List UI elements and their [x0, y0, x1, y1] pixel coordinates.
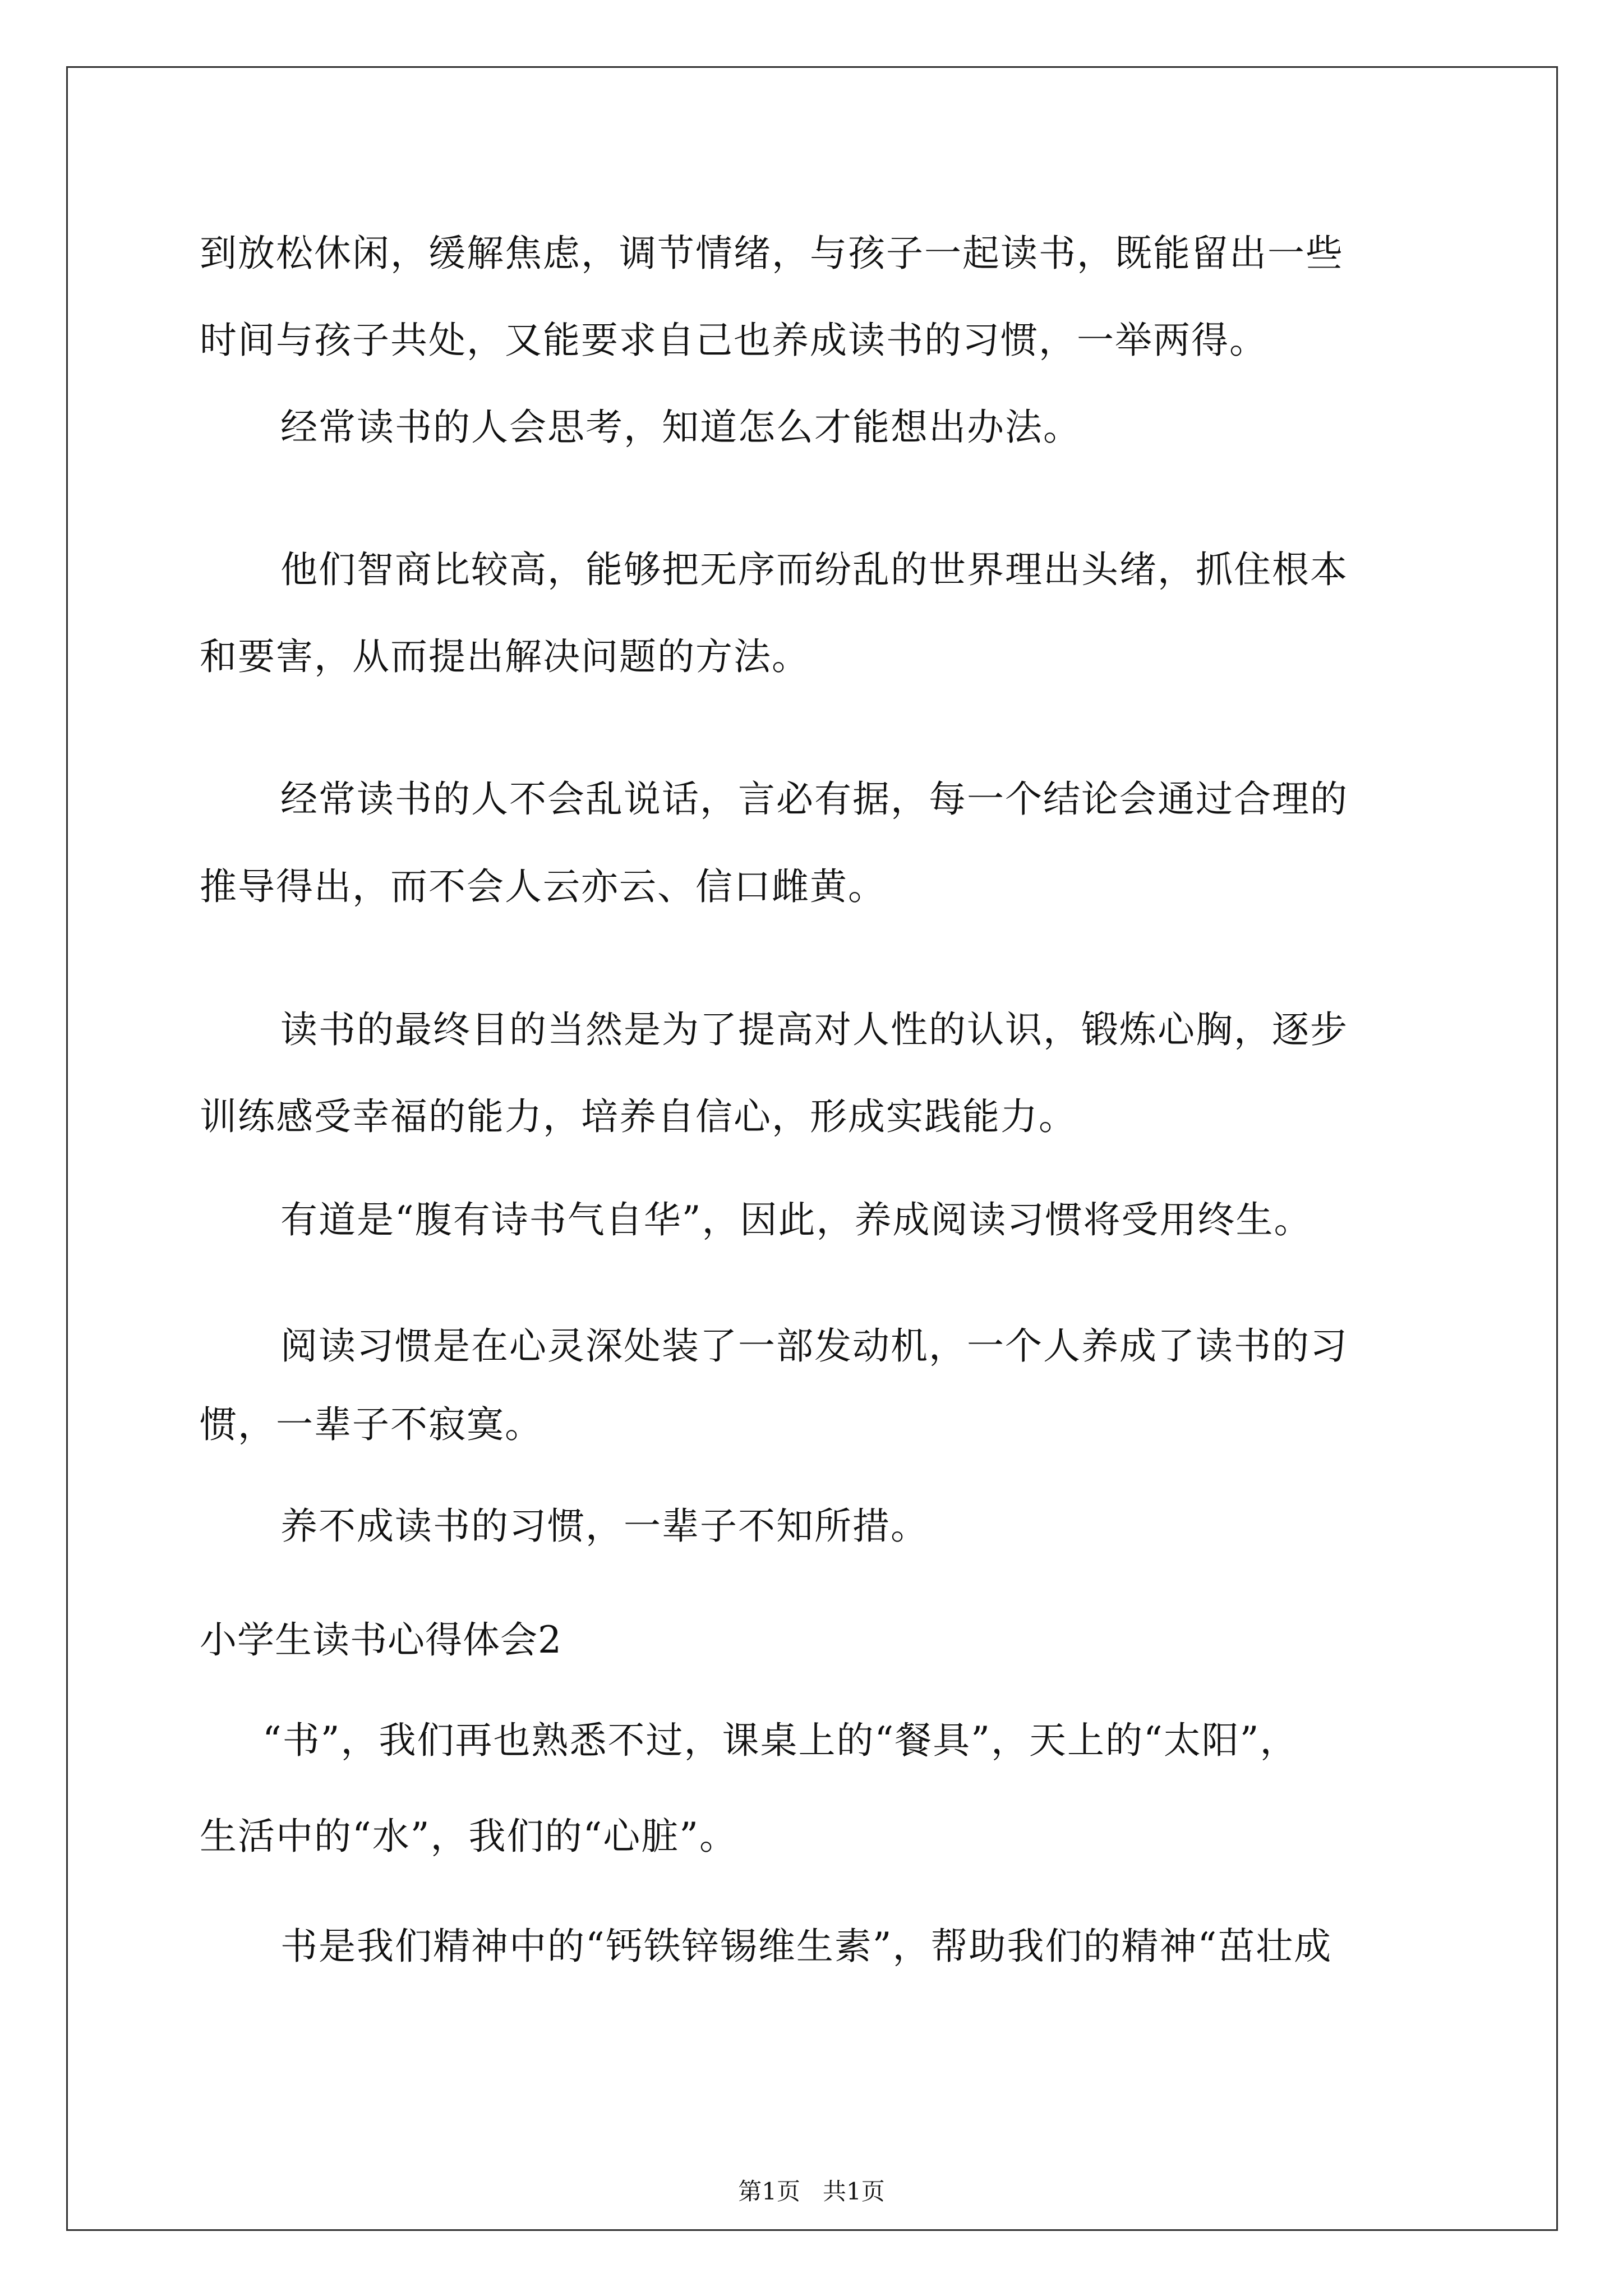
paragraph-line: 到放松休闲，缓解焦虑，调节情绪，与孩子一起读书，既能留出一些 [200, 232, 1344, 275]
paragraph-line: 他们智商比较高，能够把无序而纷乱的世界理出头绪，抓住根本 [280, 548, 1348, 591]
paragraph-line: 经常读书的人会思考，知道怎么才能想出办法。 [280, 406, 1081, 449]
paragraph-line: 书是我们精神中的“钙铁锌锡维生素”，帮助我们的精神“茁壮成 [280, 1925, 1332, 1968]
page-border [66, 66, 1558, 2231]
paragraph-line: “书”，我们再也熟悉不过，课桌上的“餐具”，天上的“太阳”， [262, 1719, 1298, 1762]
paragraph-line: 惯，一辈子不寂寞。 [200, 1403, 543, 1446]
page-footer: 第1页 共1页 [738, 2178, 885, 2205]
paragraph-line: 读书的最终目的当然是为了提高对人性的认识，锻炼心胸，逐步 [280, 1008, 1348, 1051]
paragraph-line: 时间与孩子共处，又能要求自己也养成读书的习惯，一举两得。 [200, 319, 1267, 362]
section-heading: 小学生读书心得体会2 [200, 1618, 562, 1662]
paragraph-line: 养不成读书的习惯，一辈子不知所措。 [280, 1504, 929, 1548]
paragraph-line: 推导得出，而不会人云亦云、信口雌黄。 [200, 865, 886, 908]
paragraph-line: 训练感受幸福的能力，培养自信心，形成实践能力。 [200, 1095, 1077, 1138]
paragraph-line: 生活中的“水”，我们的“心脏”。 [200, 1815, 737, 1858]
paragraph-line: 有道是“腹有诗书气自华”，因此，养成阅读习惯将受用终生。 [280, 1198, 1312, 1241]
paragraph-line: 阅读习惯是在心灵深处装了一部发动机，一个人养成了读书的习 [280, 1324, 1348, 1368]
paragraph-line: 经常读书的人不会乱说话，言必有据，每一个结论会通过合理的 [280, 777, 1348, 821]
paragraph-line: 和要害，从而提出解决问题的方法。 [200, 635, 810, 678]
